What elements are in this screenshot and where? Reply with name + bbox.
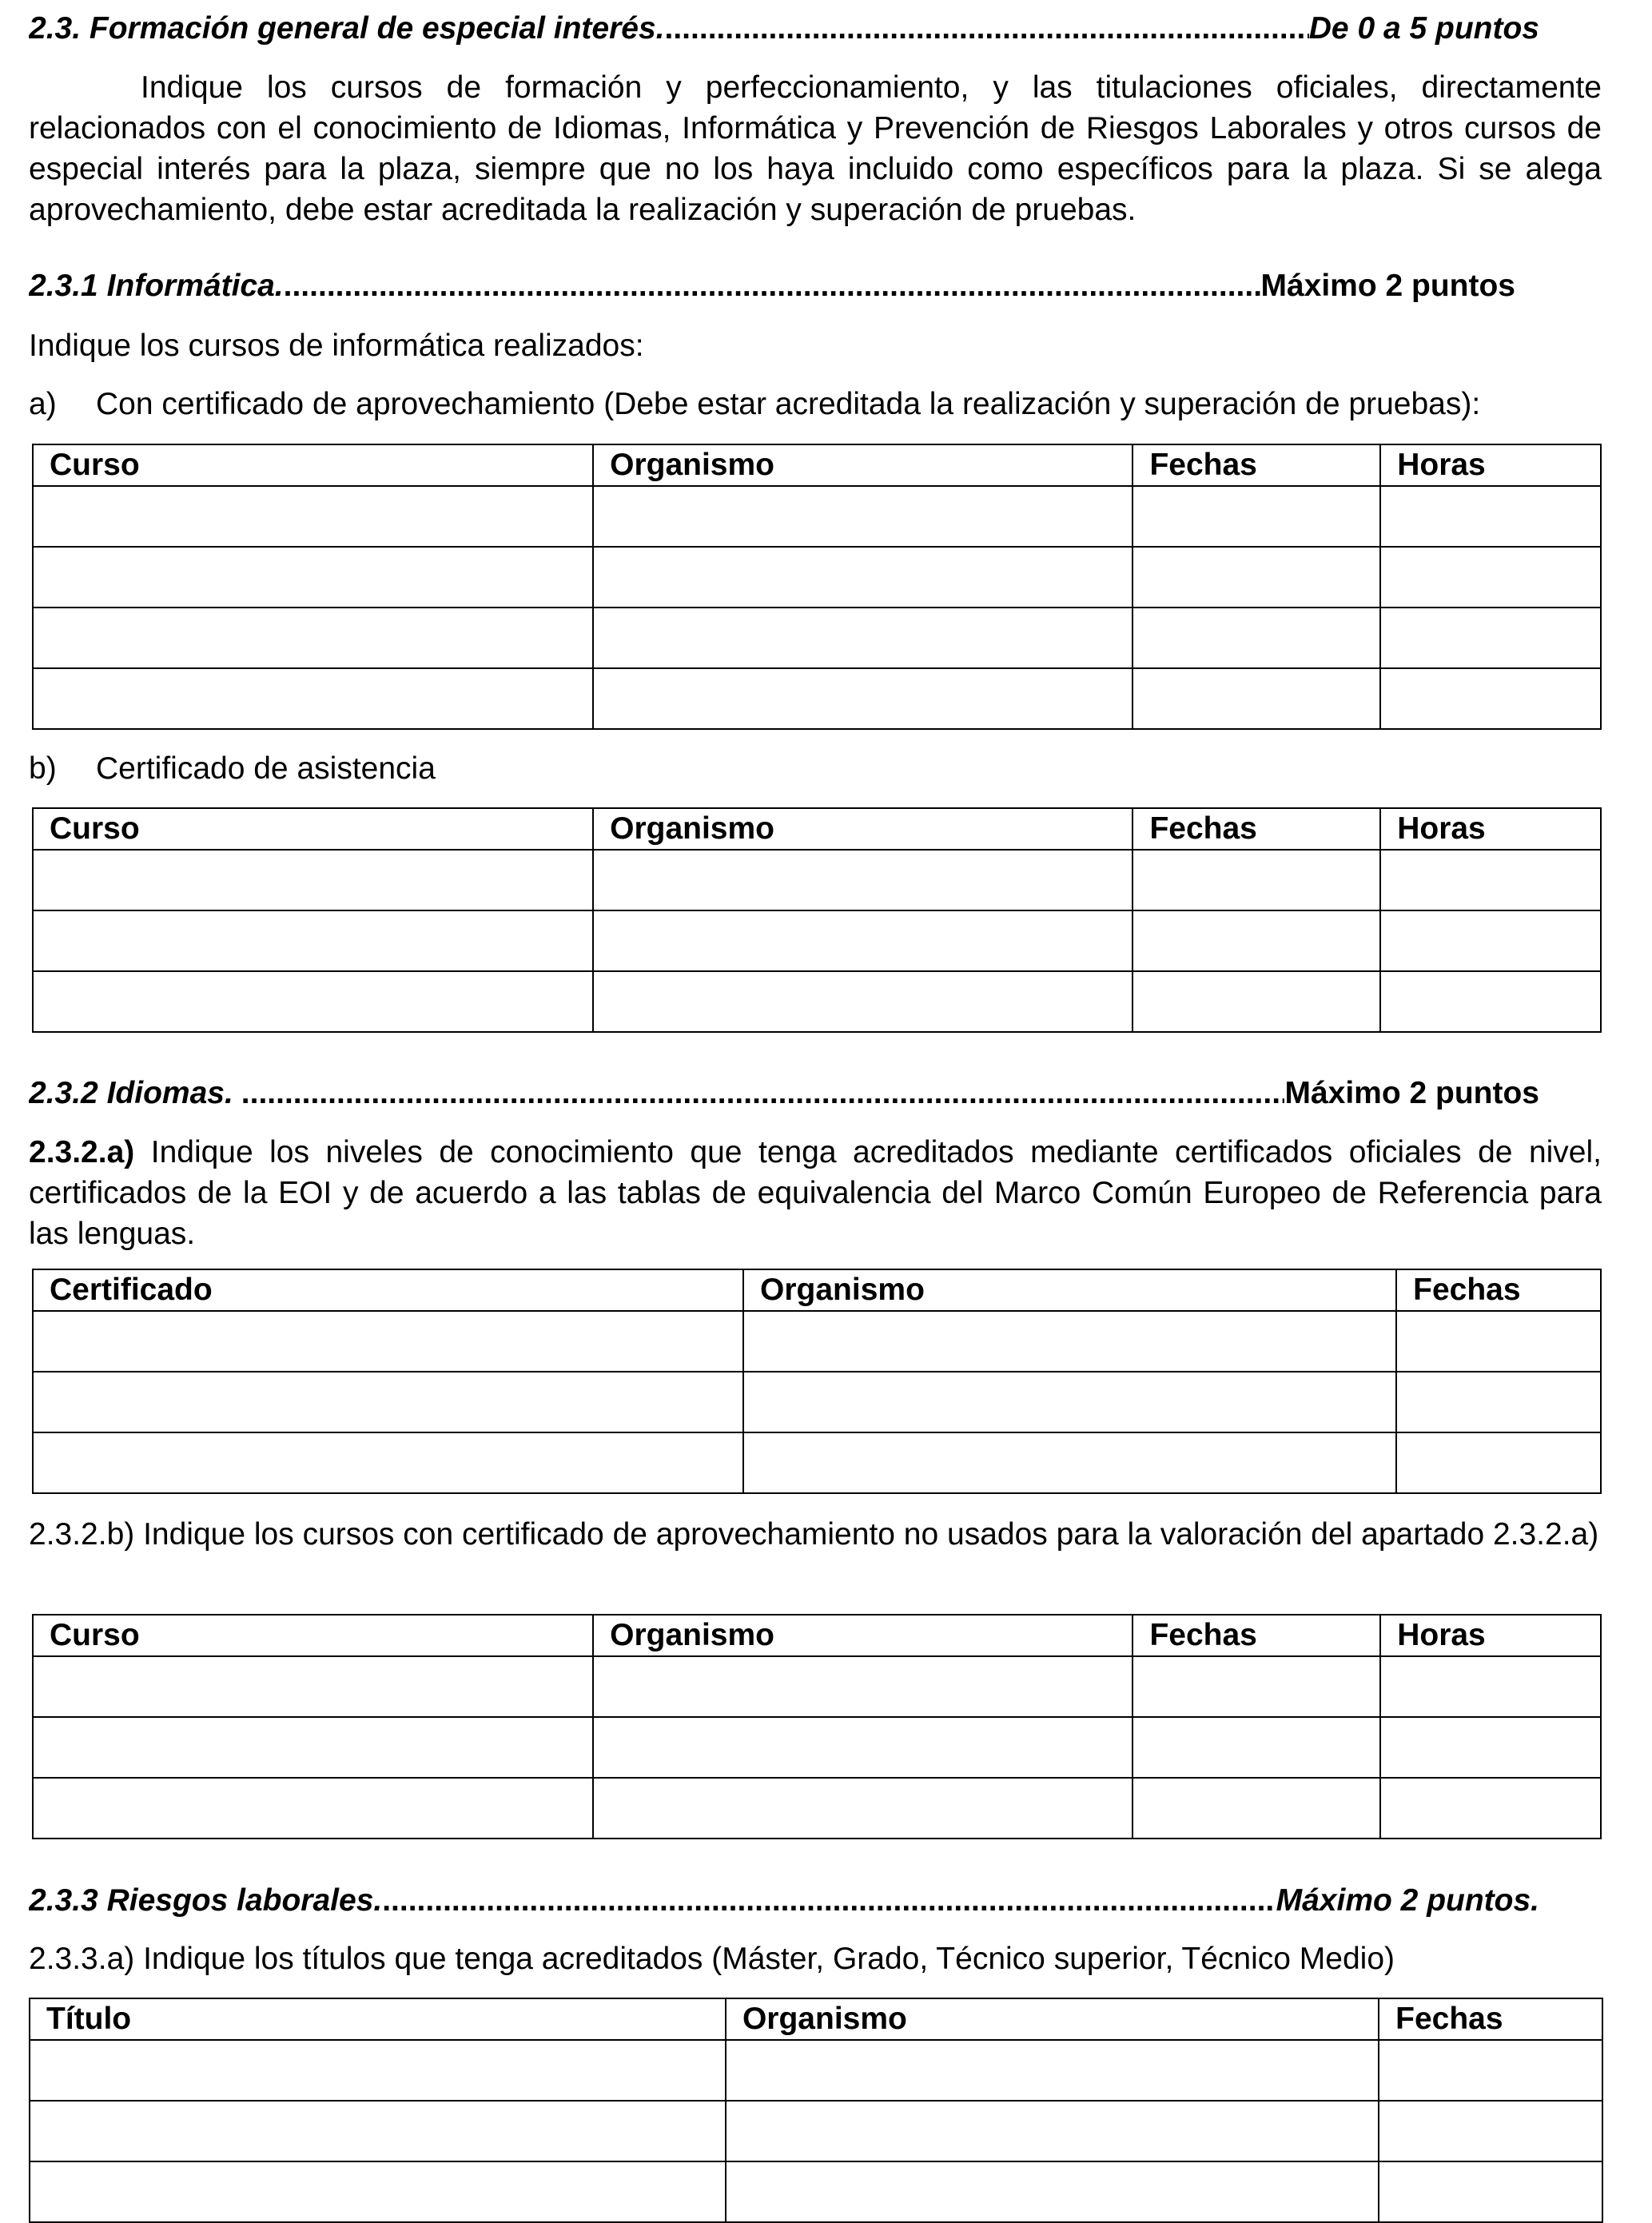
table-cell[interactable] xyxy=(593,1656,1133,1717)
table-row xyxy=(33,850,1601,910)
table-cell[interactable] xyxy=(1380,547,1601,608)
table-cell[interactable] xyxy=(1396,1372,1601,1432)
section-2-3-2-points: Máximo 2 puntos xyxy=(1284,1076,1539,1110)
table-cell[interactable] xyxy=(30,2040,726,2101)
table-cell[interactable] xyxy=(1133,1778,1380,1839)
table-idiomas-cursos xyxy=(32,1614,1602,1839)
leader-dots xyxy=(665,7,1309,50)
table-row xyxy=(33,1778,1601,1839)
section-2-3-2-a-paragraph xyxy=(29,1132,1602,1254)
table-header-row xyxy=(33,1615,1601,1656)
section-2-3-3-a-text: 2.3.3.a) Indique los títulos que tenga acreditados (Máster, Grado, Técnico superior, Técnico Medio) xyxy=(29,1942,1395,1976)
col-header: Fechas xyxy=(1133,1615,1380,1656)
section-2-3-2-heading xyxy=(29,1072,1539,1115)
section-2-3-2-title: 2.3.2 Idiomas. xyxy=(29,1076,233,1110)
table-cell[interactable] xyxy=(33,547,593,608)
section-2-3-title: 2.3. Formación general de especial interés. xyxy=(29,11,665,46)
table-cell[interactable] xyxy=(743,1372,1396,1432)
table-cell[interactable] xyxy=(1396,1311,1601,1372)
table-cell[interactable] xyxy=(593,910,1133,971)
table-cell[interactable] xyxy=(1380,910,1601,971)
item-a-line xyxy=(29,384,1480,425)
table-header-row xyxy=(33,1269,1601,1311)
table-informatica-aprovechamiento xyxy=(32,444,1602,730)
table-cell[interactable] xyxy=(1380,850,1601,910)
table-cell[interactable] xyxy=(1380,1656,1601,1717)
table-row xyxy=(30,2161,1602,2222)
table-cell[interactable] xyxy=(1133,486,1380,547)
table-header-row xyxy=(33,444,1601,486)
table-cell[interactable] xyxy=(33,1432,743,1493)
table-cell[interactable] xyxy=(726,2040,1379,2101)
table-cell[interactable] xyxy=(1133,1656,1380,1717)
table-row xyxy=(33,1717,1601,1778)
table-cell[interactable] xyxy=(30,2161,726,2222)
table-cell[interactable] xyxy=(1380,486,1601,547)
col-header: Fechas xyxy=(1133,444,1380,486)
col-header: Fechas xyxy=(1379,1998,1602,2040)
table-cell[interactable] xyxy=(33,608,593,668)
table-cell[interactable] xyxy=(33,668,593,729)
col-header: Certificado xyxy=(33,1269,743,1311)
table-cell[interactable] xyxy=(1133,1717,1380,1778)
table-cell[interactable] xyxy=(1379,2161,1602,2222)
table-cell[interactable] xyxy=(593,547,1133,608)
col-header: Horas xyxy=(1380,1615,1601,1656)
section-2-3-1-title: 2.3.1 Informática. xyxy=(29,269,284,303)
table-cell[interactable] xyxy=(1133,547,1380,608)
table-cell[interactable] xyxy=(593,1717,1133,1778)
table-cell[interactable] xyxy=(593,850,1133,910)
item-b-text: Certificado de asistencia xyxy=(96,751,436,786)
section-2-3-1-points: Máximo 2 puntos xyxy=(1260,269,1515,303)
table-cell[interactable] xyxy=(1133,668,1380,729)
table-header-row xyxy=(33,808,1601,850)
item-b-line xyxy=(29,748,436,790)
table-cell[interactable] xyxy=(593,1778,1133,1839)
section-2-3-2-a-text: Indique los niveles de conocimiento que tenga acreditados mediante certificados oficiales de nivel, certificados de la EOI y de acuerdo a las tablas de equivalencia del Marco Común Europeo de Referencia para las lenguas. xyxy=(29,1135,1602,1251)
col-header: Organismo xyxy=(593,1615,1133,1656)
table-idiomas-certificados xyxy=(32,1269,1602,1494)
leader-dots xyxy=(241,1072,1285,1115)
col-header: Horas xyxy=(1380,808,1601,850)
col-header: Título xyxy=(30,1998,726,2040)
table-riesgos-titulos xyxy=(29,1998,1603,2223)
table-cell[interactable] xyxy=(1380,608,1601,668)
table-cell[interactable] xyxy=(33,486,593,547)
col-header: Curso xyxy=(33,808,593,850)
table-cell[interactable] xyxy=(33,910,593,971)
table-cell[interactable] xyxy=(1379,2040,1602,2101)
table-cell[interactable] xyxy=(593,971,1133,1032)
table-row xyxy=(30,2040,1602,2101)
section-2-3-3-title: 2.3.3 Riesgos laborales. xyxy=(29,1883,383,1918)
table-cell[interactable] xyxy=(743,1432,1396,1493)
table-cell[interactable] xyxy=(33,1717,593,1778)
col-header: Organismo xyxy=(593,444,1133,486)
col-header: Organismo xyxy=(743,1269,1396,1311)
table-cell[interactable] xyxy=(1133,971,1380,1032)
table-cell[interactable] xyxy=(33,1311,743,1372)
table-cell[interactable] xyxy=(593,486,1133,547)
col-header: Horas xyxy=(1380,444,1601,486)
table-cell[interactable] xyxy=(1380,668,1601,729)
table-cell[interactable] xyxy=(1133,608,1380,668)
item-b-label: b) xyxy=(29,751,57,786)
section-2-3-2-b-paragraph: 2.3.2.b) Indique los cursos con certificado de aprovechamiento no usados para la valoración del apartado 2.3.2.a) xyxy=(29,1517,1599,1552)
section-2-3-heading xyxy=(29,7,1539,50)
section-2-3-2-a-label: 2.3.2.a) xyxy=(29,1135,135,1169)
table-cell[interactable] xyxy=(726,2161,1379,2222)
col-header: Organismo xyxy=(593,808,1133,850)
table-row xyxy=(30,2101,1602,2161)
table-row xyxy=(33,910,1601,971)
col-header: Curso xyxy=(33,444,593,486)
table-row xyxy=(33,1311,1601,1372)
section-2-3-1-heading xyxy=(29,265,1515,308)
table-row xyxy=(33,608,1601,668)
section-2-3-3-points: Máximo 2 puntos. xyxy=(1276,1883,1539,1918)
table-cell[interactable] xyxy=(593,668,1133,729)
table-cell[interactable] xyxy=(726,2101,1379,2161)
section-2-3-3-heading xyxy=(29,1879,1539,1922)
table-cell[interactable] xyxy=(33,971,593,1032)
table-informatica-asistencia xyxy=(32,807,1602,1033)
table-header-row xyxy=(30,1998,1602,2040)
table-row xyxy=(33,971,1601,1032)
table-row xyxy=(33,1656,1601,1717)
table-cell[interactable] xyxy=(593,608,1133,668)
table-cell[interactable] xyxy=(33,1372,743,1432)
table-cell[interactable] xyxy=(1396,1432,1601,1493)
table-row xyxy=(33,1432,1601,1493)
leader-dots xyxy=(284,265,1261,308)
table-cell[interactable] xyxy=(743,1311,1396,1372)
section-2-3-description: Indique los cursos de formación y perfeccionamiento, y las titulaciones oficiales, directamente relacionados con el conocimiento de Idiomas, Informática y Prevención de Riesgos Laborales y otros cursos de especial interés para la plaza, siempre que no los haya incluido como específicos para la plaza. Si se alega aprovechamiento, debe estar acreditada la realización y superación de pruebas. xyxy=(29,70,1602,227)
section-2-3-points: De 0 a 5 puntos xyxy=(1308,11,1539,46)
item-a-label: a) xyxy=(29,387,57,421)
section-2-3-1-intro: Indique los cursos de informática realizados: xyxy=(29,329,644,363)
col-header: Fechas xyxy=(1396,1269,1601,1311)
table-cell[interactable] xyxy=(1133,850,1380,910)
table-cell[interactable] xyxy=(33,1656,593,1717)
table-row xyxy=(33,1372,1601,1432)
col-header: Fechas xyxy=(1133,808,1380,850)
table-row xyxy=(33,547,1601,608)
item-a-text: Con certificado de aprovechamiento (Debe estar acreditada la realización y superación de pruebas): xyxy=(96,387,1481,421)
table-cell[interactable] xyxy=(1380,1778,1601,1839)
col-header: Curso xyxy=(33,1615,593,1656)
col-header: Organismo xyxy=(726,1998,1379,2040)
table-cell[interactable] xyxy=(33,1778,593,1839)
leader-dots xyxy=(382,1879,1276,1922)
table-row xyxy=(33,668,1601,729)
table-cell[interactable] xyxy=(1379,2101,1602,2161)
table-cell[interactable] xyxy=(30,2101,726,2161)
table-cell[interactable] xyxy=(1133,910,1380,971)
table-cell[interactable] xyxy=(33,850,593,910)
table-cell[interactable] xyxy=(1380,1717,1601,1778)
table-cell[interactable] xyxy=(1380,971,1601,1032)
table-row xyxy=(33,486,1601,547)
